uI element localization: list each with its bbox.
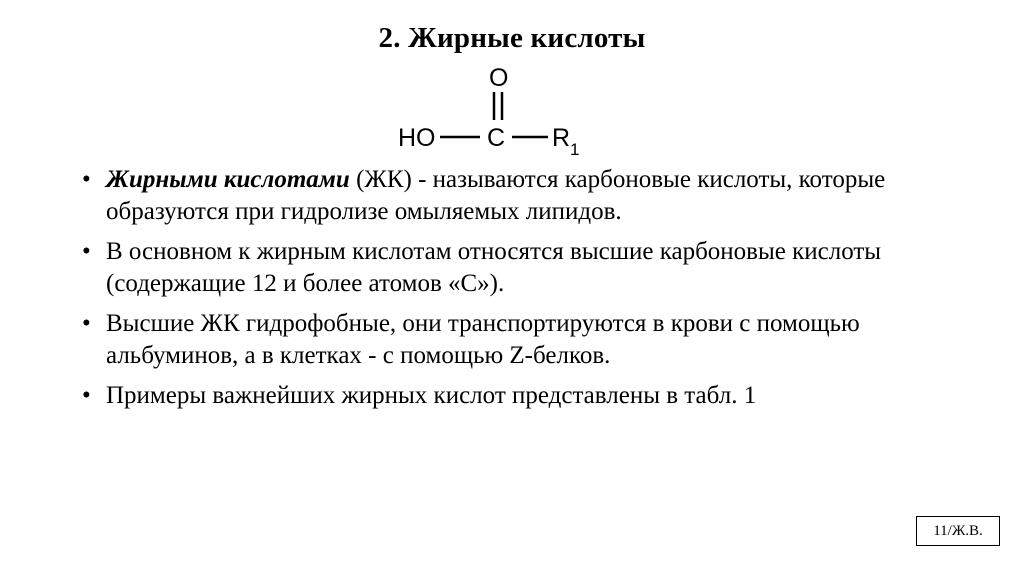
bullet-term: Жирными кислотами — [106, 166, 350, 193]
formula-oxygen-label: O — [489, 64, 509, 92]
bullet-text: (ЖК) - называются карбоновые кислоты, которые образуются при гидролизе омыляемых липидов. — [106, 166, 886, 225]
bullet-marker: • — [82, 166, 91, 193]
bullet-marker: • — [82, 310, 91, 337]
formula-radical-subscript: 1 — [570, 140, 580, 159]
bullet-item — [82, 380, 962, 412]
page-number-box: 11/Ж.В. — [916, 516, 1000, 546]
bullet-text: Примеры важнейших жирных кислот представлены в табл. 1 — [106, 382, 757, 409]
carboxylic-acid-formula — [390, 62, 610, 162]
bullet-item — [82, 308, 962, 372]
slide-title: 2. Жирные кислоты — [378, 22, 646, 54]
bullet-list — [82, 164, 962, 420]
formula-diagram — [390, 62, 610, 162]
bullet-text: Высшие ЖК гидрофобные, они транспортируются в крови с помощью альбуминов, а в клетках - с помощью Z-белков. — [106, 310, 860, 369]
bullet-text: В основном к жирным кислотам относятся высшие карбоновые кислоты (содержащие 12 и более атомов «С»). — [106, 238, 882, 297]
bullet-marker: • — [82, 238, 91, 265]
bullet-marker: • — [82, 382, 91, 409]
bullet-item — [82, 236, 962, 300]
bullet-item — [82, 164, 962, 228]
formula-radical-label: R — [552, 124, 571, 152]
formula-hydroxyl-label: HO — [398, 124, 436, 152]
formula-carbon-label: C — [487, 124, 506, 152]
